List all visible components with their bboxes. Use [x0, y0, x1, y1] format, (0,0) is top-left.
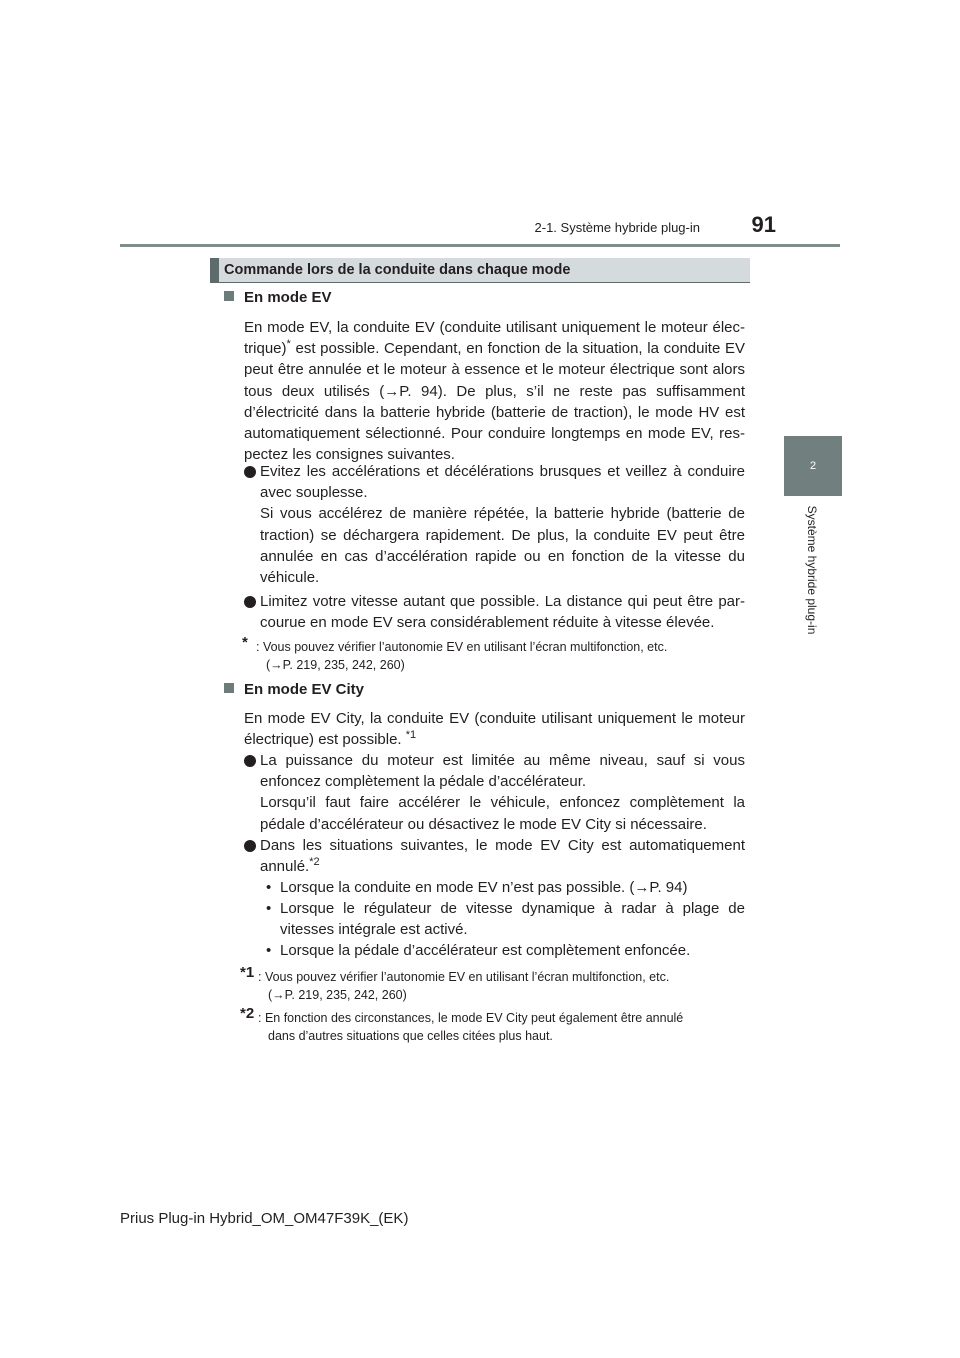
round-bullet-icon	[244, 840, 256, 852]
header-section-title: 2-1. Système hybride plug-in	[534, 220, 700, 235]
ev-mode-bullet-2	[260, 591, 745, 633]
ev-mode-bullet-2-text: Limitez votre vitesse autant que possible. La distance qui peut être par-courue en mode EV sera considérablement réduite à vitesse élevée.	[260, 593, 745, 632]
page-number: 91	[751, 212, 776, 237]
square-bullet-icon	[224, 683, 234, 693]
page-footer: Prius Plug-in Hybrid_OM_OM47F39K_(EK)	[120, 1210, 409, 1227]
ev-city-note1-line-2: (→P. 219, 235, 242, 260)	[268, 987, 407, 1002]
ev-mode-intro-text-a: En mode EV, la conduite EV (conduite utilisant uniquement le moteur élec-trique)	[244, 319, 745, 358]
ev-mode-bullet-1-text: Evitez les accélérations et décélérations brusques et veillez à conduire avec souplesse.	[260, 463, 745, 502]
banner-underline	[210, 282, 750, 283]
section-banner	[210, 258, 750, 282]
ev-mode-intro	[244, 317, 745, 465]
header-divider	[120, 244, 840, 247]
ev-city-note2-mark	[240, 1005, 254, 1022]
chapter-number-tab: 2	[784, 436, 842, 496]
ev-note-mark: *	[242, 634, 248, 651]
ev-city-sub-item: • Lorsque la conduite en mode EV n’est pas possible. (→P. 94)	[266, 877, 745, 898]
ev-city-sub-item-text: Lorsque la pédale d’accélérateur est complètement enfoncée.	[280, 942, 691, 959]
ev-city-bullet-2	[260, 835, 745, 877]
ev-city-note1-mark	[240, 964, 254, 981]
ev-city-sub-item: • Lorsque le régulateur de vitesse dynamique à radar à plage de vitesses intégrale est activé.	[266, 898, 745, 940]
ev-mode-bullet-1-detail: Si vous accélérez de manière répétée, la batterie hybride (batterie de traction) se déchargera rapidement. De plus, la conduite EV peut être annulée en cas d’accélération rapide ou en fonction de la vitesse du véhicule.	[260, 505, 745, 587]
ev-mode-note	[256, 639, 746, 674]
square-bullet-icon	[224, 291, 234, 301]
ev-city-note1-line-1: : Vous pouvez vérifier l’autonomie EV en utilisant l’écran multifonction, etc.	[258, 970, 670, 984]
round-bullet-icon	[244, 755, 256, 767]
round-bullet-icon	[244, 466, 256, 478]
footnote-mark: *1	[405, 729, 417, 742]
ev-city-sub-item: • Lorsque la pédale d’accélérateur est complètement enfoncée.	[266, 940, 745, 961]
ev-city-note2-line-1: : En fonction des circonstances, le mode EV City peut également être annulé	[258, 1011, 684, 1025]
footnote-mark: *2	[240, 1005, 255, 1022]
footnote-mark: *	[286, 338, 291, 351]
footnote-mark: *1	[240, 964, 255, 981]
ev-city-heading-text: En mode EV City	[244, 681, 365, 698]
ev-mode-intro-text-b: est possible. Cependant, en fonction de la situation, la conduite EV peut être annulée et le moteur à essence et le moteur électrique sont alors tous deux utilisés (→P. 94). De plus, s’il ne reste pas suffisamment d’électricité dans la batterie hybride (batterie de traction), le mode HV est automatiquement sélectionné. Pour conduire longtemps en mode EV, res-pectez les consignes suivantes.	[244, 340, 745, 464]
round-bullet-icon	[244, 596, 256, 608]
ev-city-note-1	[258, 969, 748, 1004]
ev-city-bullet-1	[260, 750, 745, 835]
ev-mode-heading-text: En mode EV	[244, 289, 332, 306]
ev-city-note-2	[258, 1010, 746, 1045]
ev-city-intro-text: En mode EV City, la conduite EV (conduite utilisant uniquement le moteur électrique) est possible.	[244, 710, 745, 749]
ev-note-line-2: (→P. 219, 235, 242, 260)	[266, 657, 405, 672]
ev-city-sub-item-text: Lorsque la conduite en mode EV n’est pas possible. (→P. 94)	[280, 879, 688, 896]
ev-city-note2-line-2: dans d’autres situations que celles citées plus haut.	[268, 1028, 553, 1043]
banner-accent-bar	[210, 258, 219, 282]
section-title: Commande lors de la conduite dans chaque mode	[224, 262, 571, 278]
footnote-mark: *2	[309, 856, 320, 869]
ev-city-bullet-1-text: La puissance du moteur est limitée au même niveau, sauf si vous enfoncez complètement la pédale d’accélérateur.	[260, 752, 745, 791]
ev-note-line-1: : Vous pouvez vérifier l’autonomie EV en utilisant l’écran multifonction, etc.	[256, 640, 668, 654]
ev-mode-heading	[224, 289, 332, 306]
ev-city-bullet-2-text: Dans les situations suivantes, le mode EV City est automatiquement annulé.	[260, 837, 745, 876]
ev-city-bullet-1-detail: Lorsqu’il faut faire accélérer le véhicule, enfoncez complètement la pédale d’accélérateur ou désactivez le mode EV City si nécessaire.	[260, 794, 745, 833]
ev-city-sub-item-text: Lorsque le régulateur de vitesse dynamique à radar à plage de vitesses intégrale est activé.	[280, 900, 745, 939]
ev-mode-bullet-1	[260, 461, 745, 588]
chapter-title-vertical: Système hybride plug-in	[805, 505, 819, 635]
ev-city-intro	[244, 708, 745, 750]
ev-city-heading	[224, 681, 364, 698]
